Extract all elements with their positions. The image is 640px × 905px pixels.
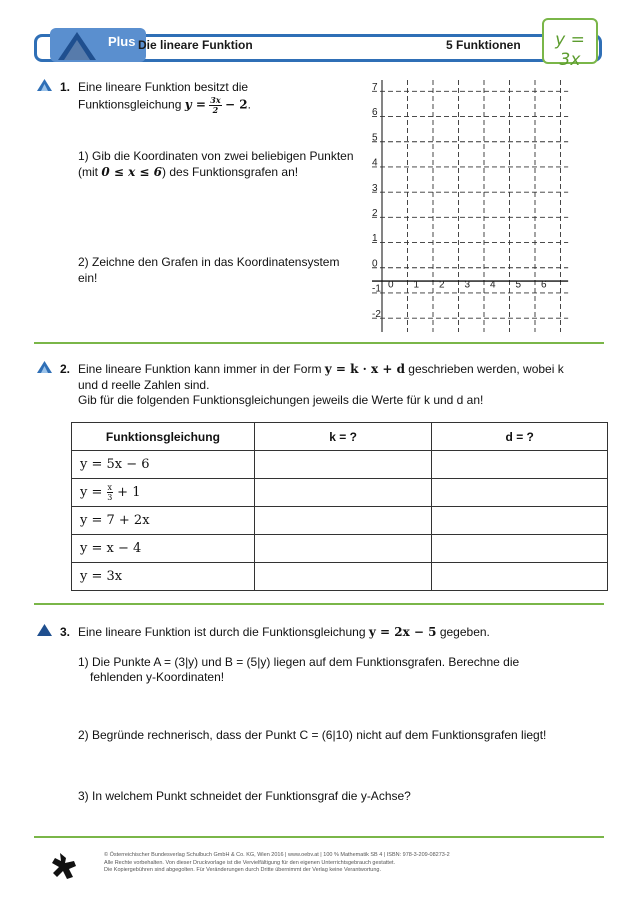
- x-tick-label: 4: [490, 279, 496, 291]
- x-tick-label: 5: [515, 279, 522, 291]
- x-tick-label: 3: [464, 279, 471, 291]
- equation-cell: y = 3x: [72, 563, 255, 591]
- table-header: Funktionsgleichung: [72, 423, 255, 451]
- table-header: k = ?: [254, 423, 432, 451]
- table-row: [72, 563, 608, 591]
- equation-cell: y = $\frac{x}{3} + 1$: [72, 479, 255, 507]
- footer-rights: Alle Rechte vorbehalten. Von dieser Druckvorlage ist die Vervielfältigung für den eigenen Unterrichtsgebrauch gestattet.: [104, 860, 396, 866]
- d-answer-cell[interactable]: [432, 479, 608, 507]
- y-tick-label: 0: [372, 258, 378, 270]
- task1-eq-fraction: $\frac{3x}{2}$: [210, 95, 221, 115]
- task-number: 3.: [60, 625, 71, 639]
- k-answer-cell[interactable]: [254, 563, 432, 591]
- k-answer-cell[interactable]: [254, 507, 432, 535]
- task-difficulty-icon: [37, 79, 52, 91]
- task1-q1-line1: 1) Gib die Koordinaten von zwei beliebigen Punkten: [78, 149, 354, 163]
- task1-q1-condition: 0 ≤ x ≤ 6: [101, 165, 163, 179]
- footer-divider: [34, 836, 604, 838]
- table-row: [72, 507, 608, 535]
- task1-q1-line2: (mit 0 ≤ x ≤ 6) des Funktionsgrafen an!: [78, 165, 299, 179]
- task3-q1-line1: 1) Die Punkte A = (3|y) und B = (5|y) liegen auf dem Funktionsgrafen. Berechne die: [78, 655, 520, 669]
- task-number: 2.: [60, 362, 71, 376]
- k-answer-cell[interactable]: [254, 479, 432, 507]
- task3-q1-line2: fehlenden y-Koordinaten!: [90, 670, 225, 684]
- equation-cell: y = 5x − 6: [72, 451, 255, 479]
- table-header-row: [72, 423, 608, 451]
- y-tick-label: 7: [372, 82, 378, 93]
- y-tick-label: 5: [372, 132, 378, 144]
- d-answer-cell[interactable]: [432, 451, 608, 479]
- task1-q2-line1: 2) Zeichne den Grafen in das Koordinatensystem: [78, 255, 340, 269]
- d-answer-cell[interactable]: [432, 563, 608, 591]
- task2-line1: Eine lineare Funktion kann immer in der Form y = k · x + d geschrieben werden, wobei k: [78, 362, 564, 376]
- task1-line2: [78, 96, 251, 115]
- table-row: [72, 479, 608, 507]
- table-row: [72, 535, 608, 563]
- y-tick-label: 4: [372, 157, 378, 169]
- x-tick-label: 0: [388, 279, 394, 291]
- task3-q3: 3) In welchem Punkt schneidet der Funktionsgraf die y-Achse?: [78, 789, 411, 803]
- equation-cell: y = 7 + 2x: [72, 507, 255, 535]
- task1-eq-rest: − 2: [224, 97, 248, 112]
- x-tick-label: 6: [541, 279, 547, 291]
- plus-logo-icon: [50, 28, 146, 62]
- x-tick-label: 1: [413, 279, 420, 291]
- k-answer-cell[interactable]: [254, 451, 432, 479]
- section-divider: [34, 603, 604, 605]
- task-number: 1.: [60, 80, 71, 94]
- task1-eq-y: y =: [184, 97, 206, 112]
- task-difficulty-icon: [37, 624, 52, 636]
- task3-line1: Eine lineare Funktion ist durch die Funktionsgleichung y = 2x − 5 gegeben.: [78, 625, 490, 639]
- task2-line2: und d reelle Zahlen sind.: [78, 378, 210, 392]
- task1-eq-end: .: [247, 97, 251, 112]
- task1-q2-line2: ein!: [78, 271, 98, 285]
- topic-badge: [542, 18, 598, 70]
- y-tick-label: 2: [372, 208, 378, 219]
- section-divider: [34, 342, 604, 344]
- footer-fees: Die Kopiergebühren sind abgegolten. Für Veränderungen durch Dritte übernimmt der Verlag keine Verantwortung.: [104, 867, 382, 873]
- d-answer-cell[interactable]: [432, 507, 608, 535]
- coordinate-grid[interactable]: [370, 72, 590, 332]
- function-table: [71, 422, 608, 591]
- task2-line3: Gib für die folgenden Funktionsgleichungen jeweils die Werte für k und d an!: [78, 393, 484, 407]
- d-answer-cell[interactable]: [432, 535, 608, 563]
- task1-line2-prefix: Funktionsgleichung: [78, 97, 185, 112]
- publisher-logo-icon: [51, 852, 77, 880]
- k-answer-cell[interactable]: [254, 535, 432, 563]
- task3-q2: 2) Begründe rechnerisch, dass der Punkt C = (6|10) nicht auf dem Funktionsgrafen liegt!: [78, 728, 547, 742]
- plus-logo-text: Plus: [108, 34, 136, 49]
- task-difficulty-icon: [37, 361, 52, 373]
- table-row: [72, 451, 608, 479]
- task1-line1: Eine lineare Funktion besitzt die: [78, 80, 249, 94]
- y-tick-label: -1: [372, 283, 381, 295]
- task3-eq: y = 2x − 5: [368, 625, 437, 639]
- equation-cell: y = x − 4: [72, 535, 255, 563]
- y-tick-label: 1: [372, 233, 378, 245]
- y-tick-label: -2: [372, 308, 381, 320]
- page-title: Die lineare Funktion: [138, 38, 253, 52]
- topic-badge-text: y = 3x: [555, 30, 585, 70]
- chapter-label: 5 Funktionen: [446, 38, 521, 52]
- y-tick-label: 6: [372, 107, 378, 119]
- equation-fraction: $\frac{x}{3}$: [107, 483, 113, 502]
- y-tick-label: 3: [372, 182, 378, 194]
- x-tick-label: 2: [439, 279, 445, 291]
- page-header: [34, 28, 602, 70]
- footer-copyright: © Österreichischer Bundesverlag Schulbuch GmbH & Co. KG, Wien 2016 | www.oebv.at | 100 % Mathematik SB 4 | ISBN: 978-3-209-08273-2: [104, 852, 450, 858]
- task2-form: y = k · x + d: [324, 362, 405, 376]
- table-header: d = ?: [432, 423, 608, 451]
